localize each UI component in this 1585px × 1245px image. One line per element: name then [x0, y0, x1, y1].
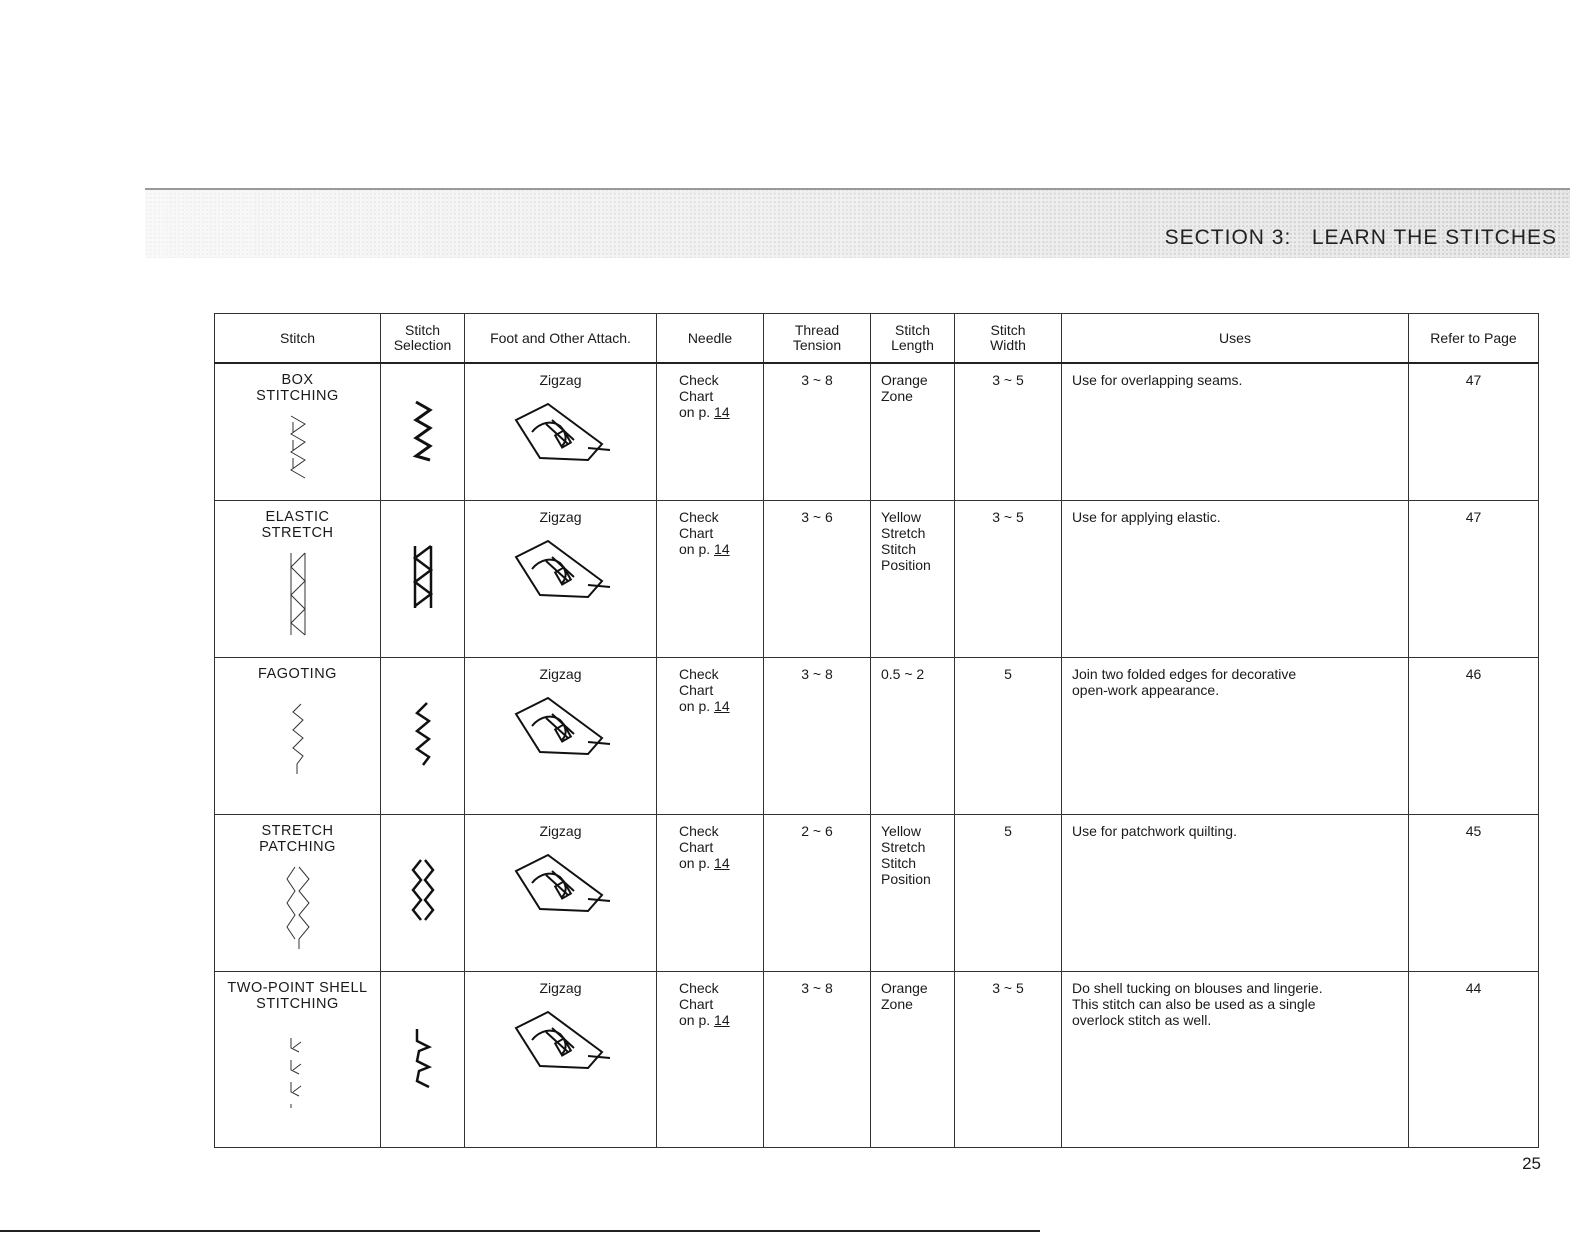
- needle-page-link[interactable]: 14: [714, 1011, 730, 1028]
- needle-cell: [657, 500, 764, 657]
- stitch-name: TWO-POINT SHELL STITCHING: [227, 979, 368, 1012]
- table-row: [215, 363, 1539, 500]
- foot-cell: [465, 363, 657, 500]
- uses-cell: Join two folded edges for decorative open-work appearance.: [1062, 657, 1409, 814]
- stitch-length-cell: Yellow Stretch Stitch Position: [871, 814, 955, 971]
- thread-tension-cell: 3 ~ 8: [764, 657, 871, 814]
- stitch-table: [214, 313, 1539, 1148]
- stitch-width-cell: 3 ~ 5: [955, 500, 1062, 657]
- stitch-cell: [215, 363, 381, 500]
- refer-page-cell: 46: [1409, 657, 1539, 814]
- table-row: [215, 657, 1539, 814]
- header-stitch: Stitch: [215, 314, 381, 364]
- foot-label: Zigzag: [539, 508, 582, 525]
- refer-page-cell: 47: [1409, 363, 1539, 500]
- refer-page-cell: 45: [1409, 814, 1539, 971]
- box-stitch-selection-icon: [408, 398, 438, 462]
- stitch-length-cell: Yellow Stretch Stitch Position: [871, 500, 955, 657]
- page-number: 25: [1522, 1154, 1541, 1173]
- foot-cell: [465, 814, 657, 971]
- needle-text: Check Chart on p.: [679, 665, 719, 714]
- stitch-width-cell: 3 ~ 5: [955, 363, 1062, 500]
- stitch-cell: [215, 971, 381, 1147]
- two-point-shell-icon: [281, 1020, 315, 1110]
- section-heading: LEARN THE STITCHES: [1311, 226, 1557, 249]
- stitch-selection-cell: [381, 363, 465, 500]
- banner-top-rule: [145, 188, 1570, 190]
- stitch-width-cell: 5: [955, 657, 1062, 814]
- zigzag-foot-icon: [506, 535, 616, 605]
- needle-cell: [657, 971, 764, 1147]
- foot-label: Zigzag: [539, 822, 582, 839]
- section-title: [1165, 226, 1557, 250]
- stitch-selection-cell: [381, 971, 465, 1147]
- foot-cell: [465, 971, 657, 1147]
- stitch-name: ELASTIC STRETCH: [261, 508, 334, 541]
- box-stitch-icon: [283, 412, 313, 482]
- refer-page-cell: 44: [1409, 971, 1539, 1147]
- needle-text: Check Chart on p.: [679, 822, 719, 871]
- stitch-cell: [215, 500, 381, 657]
- uses-cell: Use for patchwork quilting.: [1062, 814, 1409, 971]
- needle-text: Check Chart on p.: [679, 372, 719, 420]
- zigzag-foot-icon: [506, 849, 616, 919]
- thread-tension-cell: 3 ~ 8: [764, 363, 871, 500]
- header-needle: Needle: [657, 314, 764, 364]
- header-stitch-length: Stitch Length: [871, 314, 955, 364]
- needle-cell: [657, 657, 764, 814]
- needle-text: Check Chart on p.: [679, 979, 719, 1028]
- header-refer-page: Refer to Page: [1409, 314, 1539, 364]
- stitch-length-cell: Orange Zone: [871, 363, 955, 500]
- section-label: SECTION 3:: [1164, 226, 1292, 249]
- needle-page-link[interactable]: 14: [714, 697, 730, 714]
- stitch-length-cell: 0.5 ~ 2: [871, 657, 955, 814]
- header-foot: Foot and Other Attach.: [465, 314, 657, 364]
- stitch-name: STRETCH PATCHING: [259, 822, 336, 855]
- zigzag-foot-icon: [506, 398, 616, 468]
- table-row: [215, 971, 1539, 1147]
- stitch-selection-cell: [381, 500, 465, 657]
- needle-text: Check Chart on p.: [679, 508, 719, 557]
- stitch-width-cell: 5: [955, 814, 1062, 971]
- table-header-row: [215, 314, 1539, 364]
- zigzag-foot-icon: [506, 1006, 616, 1076]
- uses-cell: Use for overlapping seams.: [1062, 363, 1409, 500]
- fagoting-selection-icon: [411, 699, 435, 769]
- table-row: [215, 814, 1539, 971]
- stitch-selection-cell: [381, 814, 465, 971]
- thread-tension-cell: 2 ~ 6: [764, 814, 871, 971]
- stitch-name: BOX STITCHING: [256, 372, 339, 404]
- header-uses: Uses: [1062, 314, 1409, 364]
- header-stitch-width: Stitch Width: [955, 314, 1062, 364]
- table-row: [215, 500, 1539, 657]
- needle-page-link[interactable]: 14: [714, 540, 730, 557]
- stitch-cell: [215, 657, 381, 814]
- thread-tension-cell: 3 ~ 8: [764, 971, 871, 1147]
- fagoting-icon: [283, 690, 313, 780]
- foot-cell: [465, 657, 657, 814]
- header-thread-tension: Thread Tension: [764, 314, 871, 364]
- stitch-selection-cell: [381, 657, 465, 814]
- uses-cell: Do shell tucking on blouses and lingerie. This stitch can also be used as a single overlock stitch as well.: [1062, 971, 1409, 1147]
- foot-label: Zigzag: [539, 979, 582, 996]
- bottom-rule: [0, 1230, 1040, 1232]
- foot-label: Zigzag: [539, 665, 582, 682]
- foot-cell: [465, 500, 657, 657]
- needle-page-link[interactable]: 14: [714, 854, 730, 871]
- needle-cell: [657, 363, 764, 500]
- two-point-shell-selection-icon: [409, 1023, 437, 1093]
- stretch-patching-icon: [281, 863, 315, 953]
- elastic-stretch-icon: [283, 549, 313, 639]
- header-stitch-selection: Stitch Selection: [381, 314, 465, 364]
- stitch-length-cell: Orange Zone: [871, 971, 955, 1147]
- needle-cell: [657, 814, 764, 971]
- stitch-width-cell: 3 ~ 5: [955, 971, 1062, 1147]
- refer-page-cell: 47: [1409, 500, 1539, 657]
- stretch-patching-selection-icon: [409, 856, 437, 926]
- stitch-name: FAGOTING: [258, 665, 337, 682]
- uses-cell: Use for applying elastic.: [1062, 500, 1409, 657]
- foot-label: Zigzag: [539, 372, 582, 388]
- zigzag-foot-icon: [506, 692, 616, 762]
- thread-tension-cell: 3 ~ 6: [764, 500, 871, 657]
- stitch-cell: [215, 814, 381, 971]
- elastic-stretch-selection-icon: [411, 544, 435, 610]
- needle-page-link[interactable]: 14: [714, 404, 730, 420]
